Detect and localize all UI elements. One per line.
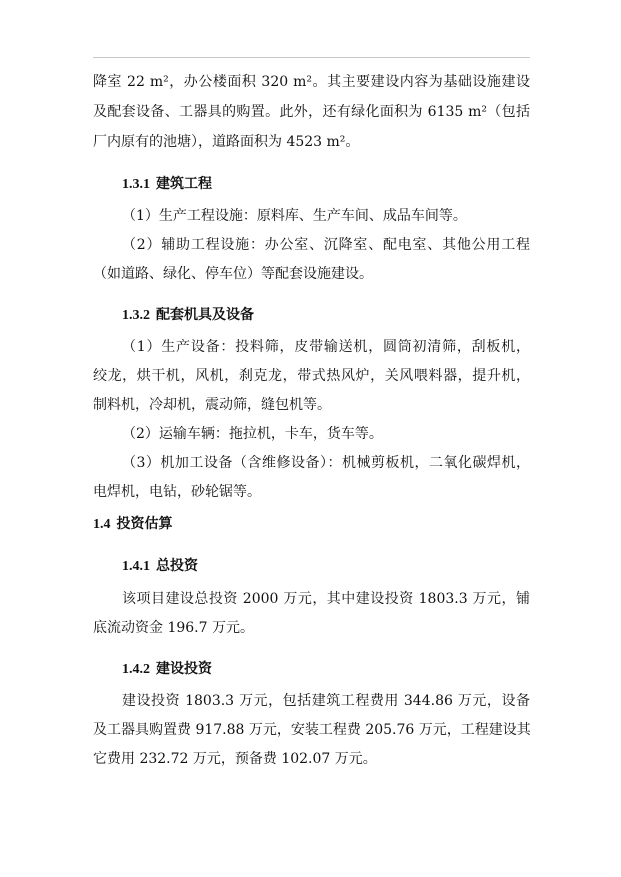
section-number: 1.4: [93, 517, 111, 532]
body-line: （1）生产设备：投料筛，皮带输送机，圆筒初清筛，刮板机，: [122, 339, 530, 355]
body-line: 厂内原有的池塘），道路面积为 4523 m²。: [93, 134, 360, 150]
body-line: 它费用 232.72 万元，预备费 102.07 万元。: [93, 751, 377, 767]
section-heading-1-3-1: [122, 175, 559, 194]
section-title: 建筑工程: [156, 176, 212, 192]
body-line: 降室 22 m²，办公楼面积 320 m²。其主要建设内容为基础设施建设: [93, 74, 530, 90]
section-heading-1-4: [93, 515, 530, 534]
body-line: 及工器具购置费 917.88 万元，安装工程费 205.76 万元，工程建设其: [93, 722, 531, 738]
section-number: 1.4.1: [122, 559, 150, 574]
body-line: （1）生产工程设施：原料库、生产车间、成品车间等。: [122, 208, 467, 224]
section-heading-1-4-2: [122, 660, 559, 679]
section-heading-1-4-1: [122, 557, 559, 576]
body-line: 电焊机，电钻，砂轮锯等。: [93, 484, 261, 500]
body-line: 绞龙，烘干机，风机，刹克龙，带式热风炉，关风喂料器，提升机，: [93, 368, 530, 384]
section-title: 建设投资: [156, 661, 212, 677]
section-number: 1.3.1: [122, 177, 150, 192]
body-line: 底流动资金 196.7 万元。: [93, 620, 254, 636]
section-title: 总投资: [156, 558, 198, 574]
section-number: 1.4.2: [122, 662, 150, 677]
section-title: 配套机具及设备: [156, 307, 254, 323]
body-line: （2）辅助工程设施：办公室、沉降室、配电室、其他公用工程: [122, 237, 530, 253]
body-line: 建设投资 1803.3 万元，包括建筑工程费用 344.86 万元，设备: [122, 693, 530, 709]
section-title: 投资估算: [116, 516, 173, 532]
body-line: （3）机加工设备（含维修设备）：机械剪板机，二氧化碳焊机，: [122, 455, 530, 471]
section-number: 1.3.2: [122, 308, 150, 323]
body-line: 及配套设备、工器具的购置。此外，还有绿化面积为 6135 m²（包括: [93, 104, 530, 120]
section-heading-1-3-2: [122, 306, 559, 325]
body-line: （如道路、绿化、停车位）等配套设施建设。: [93, 266, 373, 282]
header-rule: [93, 57, 530, 58]
body-line: （2）运输车辆：拖拉机，卡车，货车等。: [122, 426, 383, 442]
body-line: 该项目建设总投资 2000 万元，其中建设投资 1803.3 万元，铺: [122, 591, 530, 607]
body-line: 制料机，冷却机，震动筛，缝包机等。: [93, 397, 331, 413]
